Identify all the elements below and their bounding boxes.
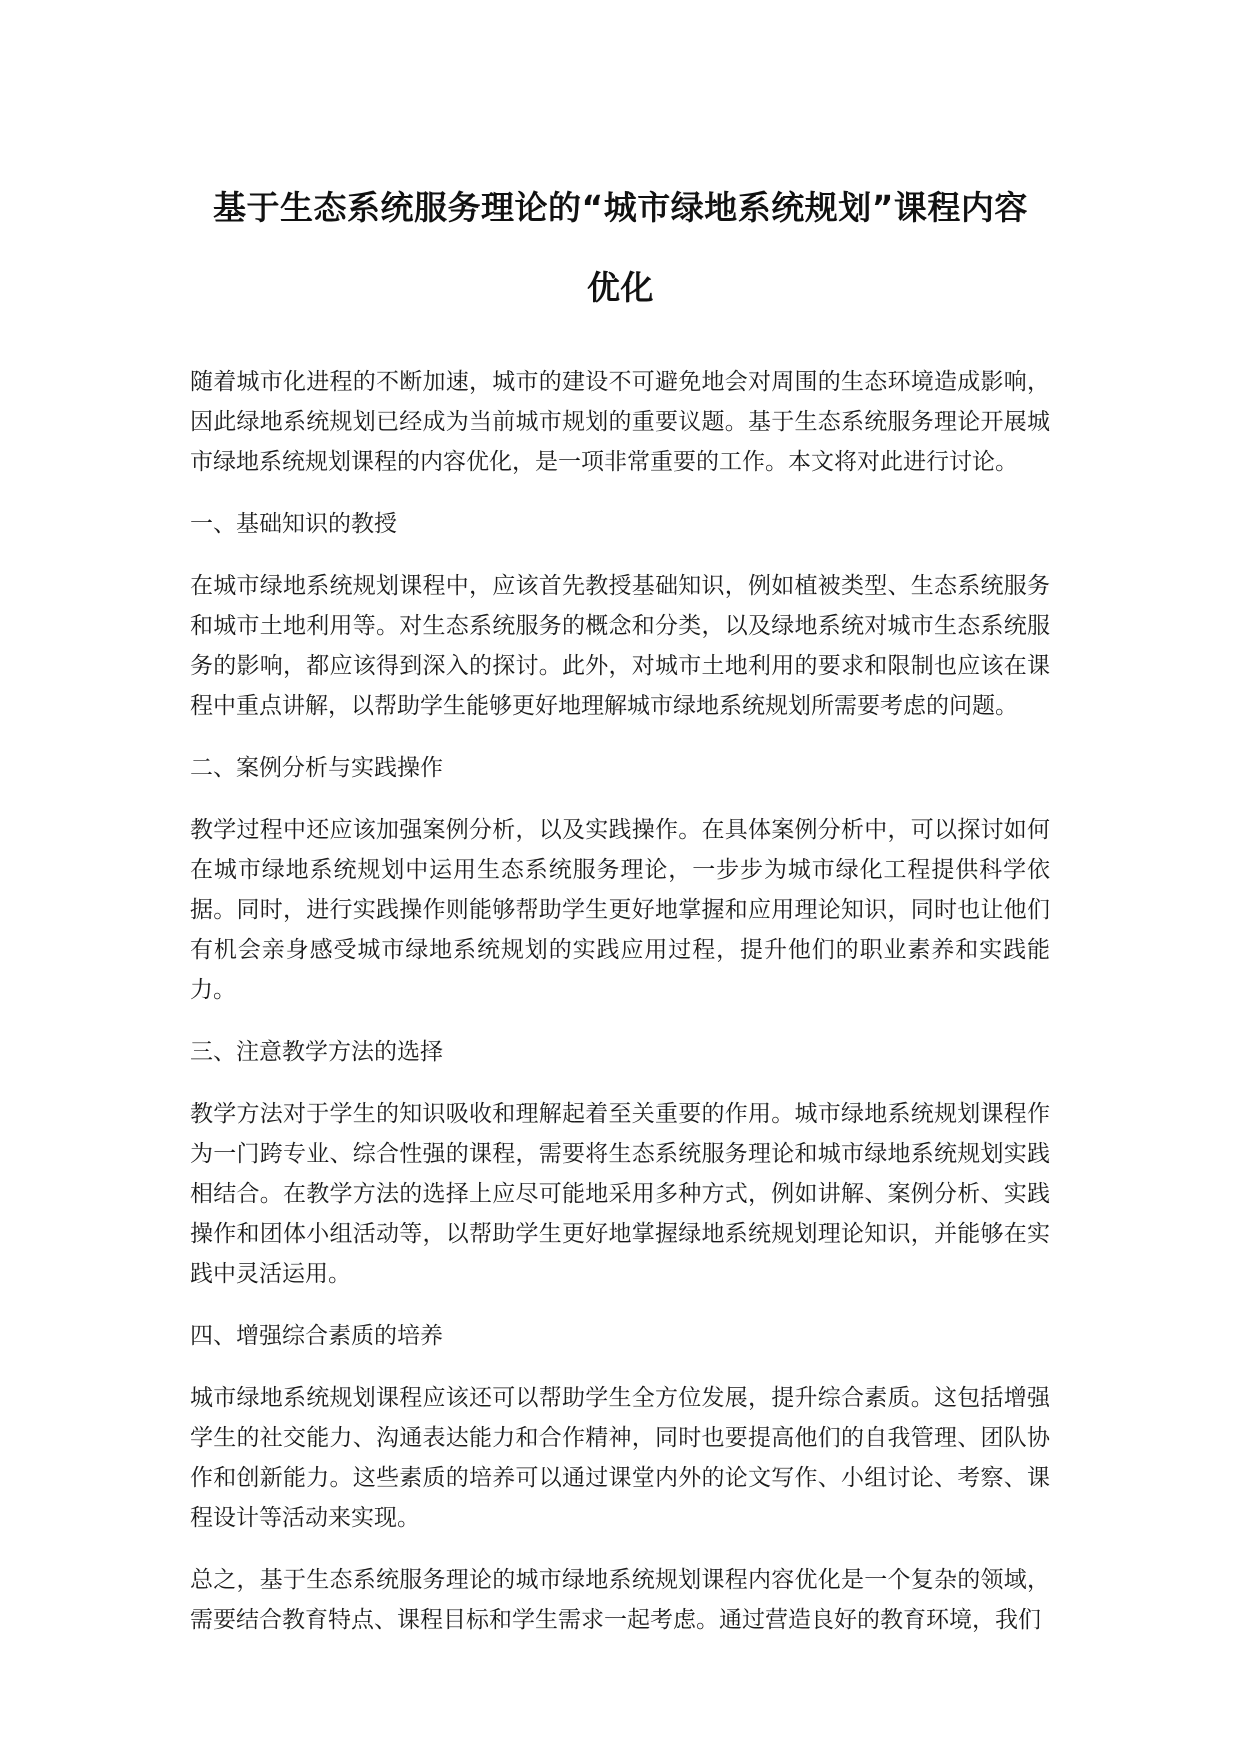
document-body [190, 362, 1050, 1662]
section-heading-3: 三、注意教学方法的选择 [190, 1039, 443, 1065]
section-body-3: 教学方法对于学生的知识吸收和理解起着至关重要的作用。城市绿地系统规划课程作为一门跨专业、综合性强的课程，需要将生态系统服务理论和城市绿地系统规划实践相结合。在教学方法的选择上应尽可能地采用多种方式，例如讲解、案例分析、实践操作和团体小组活动等，以帮助学生更好地掌握绿地系统规划理论知识，并能够在实践中灵活运用。 [190, 1101, 1050, 1287]
title-line-1: 基于生态系统服务理论的“城市绿地系统规划”课程内容 [213, 188, 1028, 227]
section-heading-1: 一、基础知识的教授 [190, 511, 397, 537]
document-title [160, 168, 1081, 328]
intro-paragraph: 随着城市化进程的不断加速，城市的建设不可避免地会对周围的生态环境造成影响，因此绿地系统规划已经成为当前城市规划的重要议题。基于生态系统服务理论开展城市绿地系统规划课程的内容优化，是一项非常重要的工作。本文将对此进行讨论。 [190, 369, 1050, 475]
conclusion-paragraph: 总之，基于生态系统服务理论的城市绿地系统规划课程内容优化是一个复杂的领域，需要结合教育特点、课程目标和学生需求一起考虑。通过营造良好的教育环境，我们 [190, 1567, 1050, 1633]
section-body-2: 教学过程中还应该加强案例分析，以及实践操作。在具体案例分析中，可以探讨如何在城市绿地系统规划中运用生态系统服务理论，一步步为城市绿化工程提供科学依据。同时，进行实践操作则能够帮助学生更好地掌握和应用理论知识，同时也让他们有机会亲身感受城市绿地系统规划的实践应用过程，提升他们的职业素养和实践能力。 [190, 817, 1050, 1003]
section-heading-4: 四、增强综合素质的培养 [190, 1323, 443, 1349]
section-body-1: 在城市绿地系统规划课程中，应该首先教授基础知识，例如植被类型、生态系统服务和城市土地利用等。对生态系统服务的概念和分类，以及绿地系统对城市生态系统服务的影响，都应该得到深入的探讨。此外，对城市土地利用的要求和限制也应该在课程中重点讲解，以帮助学生能够更好地理解城市绿地系统规划所需要考虑的问题。 [190, 573, 1050, 719]
section-heading-2: 二、案例分析与实践操作 [190, 755, 443, 781]
title-line-2: 优化 [587, 268, 654, 307]
section-body-4: 城市绿地系统规划课程应该还可以帮助学生全方位发展，提升综合素质。这包括增强学生的社交能力、沟通表达能力和合作精神，同时也要提高他们的自我管理、团队协作和创新能力。这些素质的培养可以通过课堂内外的论文写作、小组讨论、考察、课程设计等活动来实现。 [190, 1385, 1050, 1531]
